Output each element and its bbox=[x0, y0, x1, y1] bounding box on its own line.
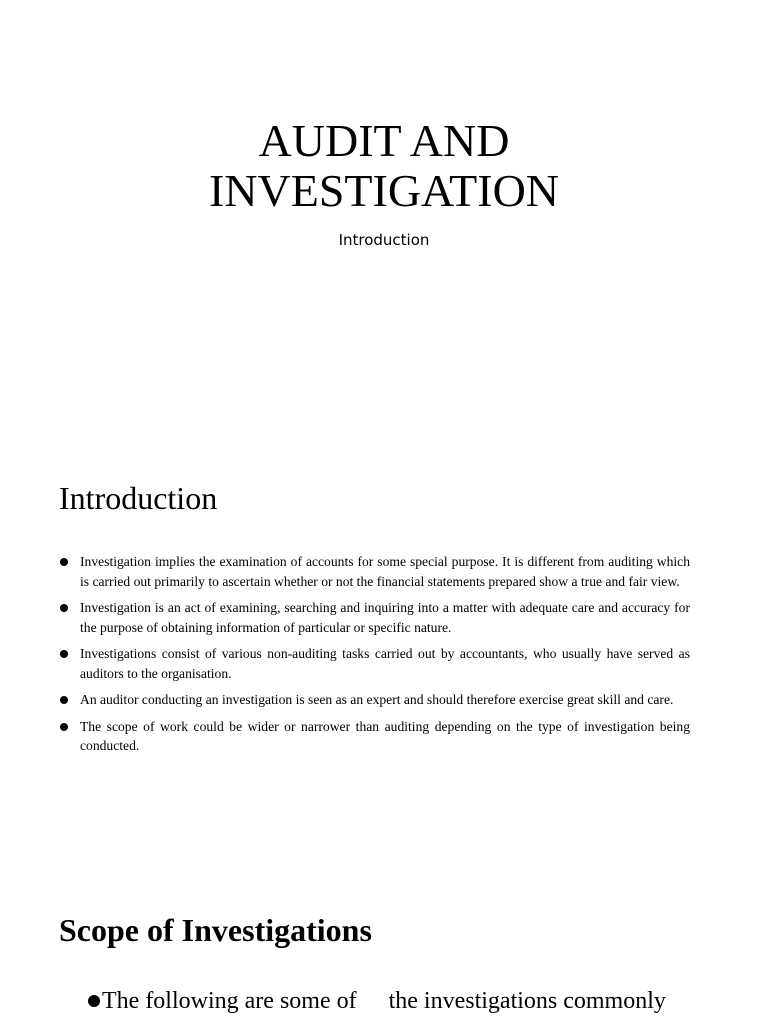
bullet-dot-icon bbox=[60, 696, 68, 704]
title-line-2: INVESTIGATION bbox=[208, 165, 560, 216]
bullet-dot-icon bbox=[60, 604, 68, 612]
scope-heading: Scope of Investigations bbox=[59, 912, 372, 948]
title-line-1: AUDIT AND bbox=[258, 115, 510, 166]
document-subtitle: Introduction bbox=[338, 231, 430, 249]
document-title bbox=[0, 116, 768, 216]
bullet-dot-icon bbox=[60, 723, 68, 731]
scope-bullet bbox=[86, 985, 706, 1017]
bullet-text: Investigation implies the examination of accounts for some special purpose. It is different from auditing which is carried out primarily to ascertain whether or not the financial statements prepared show a true and fair view. bbox=[80, 554, 690, 589]
introduction-bullet-list bbox=[58, 552, 690, 763]
bullet-text: Investigations consist of various non-auditing tasks carried out by accountants, who usually have served as auditors to the organisation. bbox=[80, 646, 690, 681]
introduction-bullet bbox=[58, 598, 690, 637]
bullet-dot-icon bbox=[88, 995, 100, 1007]
scope-text-part-1: The following are some of bbox=[102, 988, 357, 1014]
bullet-text: The scope of work could be wider or narrower than auditing depending on the type of investigation being conducted. bbox=[80, 718, 690, 753]
introduction-bullet bbox=[58, 690, 690, 710]
bullet-text: An auditor conducting an investigation is seen as an expert and should therefore exercise great skill and care. bbox=[80, 692, 674, 707]
introduction-bullet bbox=[58, 717, 690, 756]
introduction-bullet bbox=[58, 552, 690, 591]
bullet-dot-icon bbox=[60, 558, 68, 566]
introduction-bullet bbox=[58, 644, 690, 683]
bullet-text: Investigation is an act of examining, searching and inquiring into a matter with adequate care and accuracy for the purpose of obtaining information of particular or specific nature. bbox=[80, 600, 690, 635]
introduction-heading: Introduction bbox=[59, 480, 218, 516]
scope-text-part-2: the investigations commonly bbox=[388, 988, 666, 1014]
scope-bullet-text bbox=[86, 985, 666, 1017]
bullet-dot-icon bbox=[60, 650, 68, 658]
